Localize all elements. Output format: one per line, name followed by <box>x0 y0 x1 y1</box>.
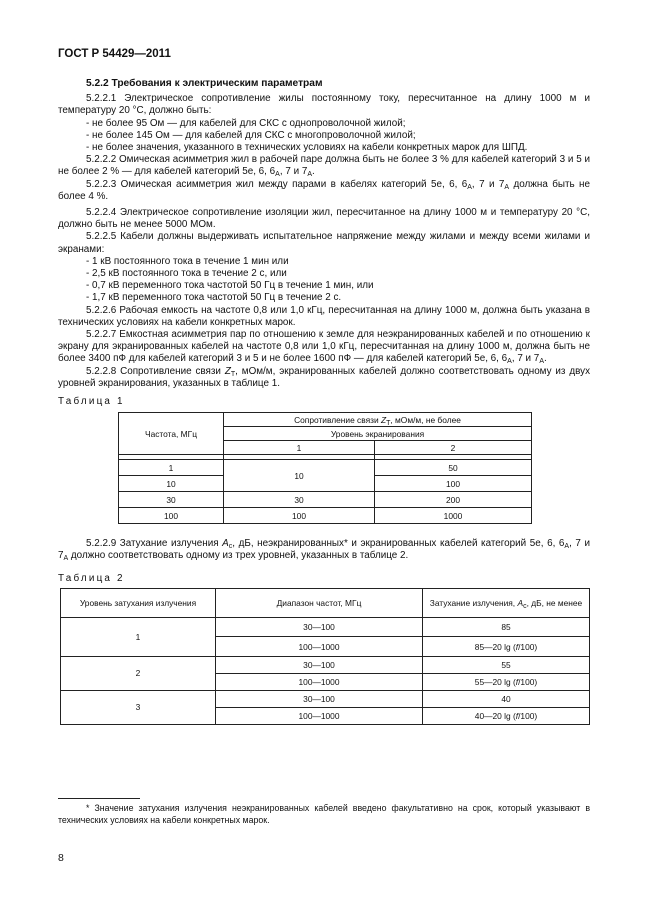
table-1-caption: Таблица 1 <box>58 396 125 408</box>
list-item: - не более 95 Ом — для кабелей для СКС с однопроволочной жилой; <box>86 117 406 129</box>
list-item: - 1,7 кВ переменного тока частотой 50 Гц в течение 2 с. <box>86 292 342 304</box>
table-row: 100—1000 40—20 lg (f/100) <box>61 707 590 724</box>
paragraph-5-2-2-5: 5.2.2.5 Кабели должны выдерживать испытательное напряжение между жилами и между всеми жилами и экранами: <box>58 231 590 255</box>
paragraph-5-2-2-8: 5.2.2.8 Сопротивление связи $Z_T$, мОм/м, экранированных кабелей должно соответствовать одному из двух уровней экранирования, указанных в таблице 1. <box>58 365 591 389</box>
paragraph-5-2-2-7: 5.2.2.7 Емкостная асимметрия пар по отношению к земле для неэкранированных кабелей и по отношению к экрану для экранированных кабелей на частоте 0,8 или 1,0 кГц, пересчитанная на длину 1000 м, должна быть не более 3400 пФ для кабелей категорий 3 и 5 и не более 1600 пФ — для кабелей категорий 5е, 6, $6_А$, 7 и $7_А$. <box>58 329 590 366</box>
table-row: 2 30—100 55 <box>61 656 590 673</box>
column-header-frequency-range: Диапазон частот, МГц <box>216 588 423 617</box>
paragraph-5-2-2-3: 5.2.2.3 Омическая асимметрия жил между парами в кабелях категорий 5е, 6, $6_А$, 7 и $7_А$ должна быть не более 4 %. <box>58 178 590 202</box>
table-row: 1 30—100 85 <box>61 617 590 637</box>
standard-header: ГОСТ Р 54429—2011 <box>58 48 171 60</box>
table-row: 10 100 <box>119 476 532 492</box>
list-item: - не более значения, указанного в технических условиях на кабели конкретных марок для ШПД. <box>86 142 528 154</box>
body-text <box>58 78 590 725</box>
column-header-level-2: 2 <box>375 441 532 455</box>
table-row: 1 10 50 <box>119 460 532 476</box>
column-header-frequency: Частота, МГц <box>119 413 224 455</box>
section-title: 5.2.2 Требования к электрическим параметрам <box>86 78 323 89</box>
footnote-divider <box>58 798 140 799</box>
list-item: - 1 кВ постоянного тока в течение 1 мин или <box>86 255 289 267</box>
page-number: 8 <box>58 852 64 864</box>
table-row: 100 100 1000 <box>119 508 532 524</box>
paragraph-5-2-2-4: 5.2.2.4 Электрическое сопротивление изоляции жил, пересчитанное на длину 1000 м и температуру 20 °С, должно быть не менее 5000 МОм. <box>58 207 590 231</box>
table-row: 3 30—100 40 <box>61 690 590 707</box>
column-header-radiation-attenuation: Затухание излучения, $A_с$, дБ, не менее <box>423 588 590 617</box>
list-item: - 2,5 кВ постоянного тока в течение 2 с, или <box>86 268 287 280</box>
column-header-coupling-resistance: Сопротивление связи $Z_T$, мОм/м, не более <box>224 413 532 427</box>
column-header-level-1: 1 <box>224 441 375 455</box>
list-item: - 0,7 кВ переменного тока частотой 50 Гц в течение 1 мин, или <box>86 280 374 292</box>
table-2-caption: Таблица 2 <box>58 572 125 584</box>
list-item: - не более 145 Ом — для кабелей для СКС с многопроволочной жилой; <box>86 129 416 141</box>
paragraph-5-2-2-2: 5.2.2.2 Омическая асимметрия жил в рабочей паре должна быть не более 3 % для кабелей категорий 3 и 5 и не более 2 % — для кабелей категорий 5е, 6, $6_А$, 7 и $7_А$. <box>58 154 590 179</box>
column-header-attenuation-level: Уровень затухания излучения <box>61 588 216 617</box>
footnote: * Значение затухания излучения неэкранированных кабелей введено факультативно на срок, который указывают в технических условиях на кабели конкретных марок. <box>58 803 590 825</box>
table-row: 100—1000 85—20 lg (f/100) <box>61 637 590 657</box>
table-1 <box>118 412 532 524</box>
paragraph-5-2-2-6: 5.2.2.6 Рабочая емкость на частоте 0,8 или 1,0 кГц, пересчитанная на длину 1000 м, должна быть указана в технических условиях на кабели конкретных марок. <box>58 304 590 328</box>
paragraph-5-2-2-1: 5.2.2.1 Электрическое сопротивление жилы постоянному току, пересчитанное на длину 1000 м и температуру 20 °С, должно быть: <box>58 93 590 117</box>
table-2 <box>60 588 590 725</box>
column-header-shielding-level: Уровень экранирования <box>224 427 532 441</box>
table-row: 30 30 200 <box>119 492 532 508</box>
table-row: 100—1000 55—20 lg (f/100) <box>61 673 590 690</box>
paragraph-5-2-2-9: 5.2.2.9 Затухание излучения $A_с$, дБ, неэкранированных* и экранированных кабелей категорий 5е, 6, $6_А$, 7 и $7_А$ должно соответствовать одному из трех уровней, указанных в таблице 2. <box>58 538 591 563</box>
